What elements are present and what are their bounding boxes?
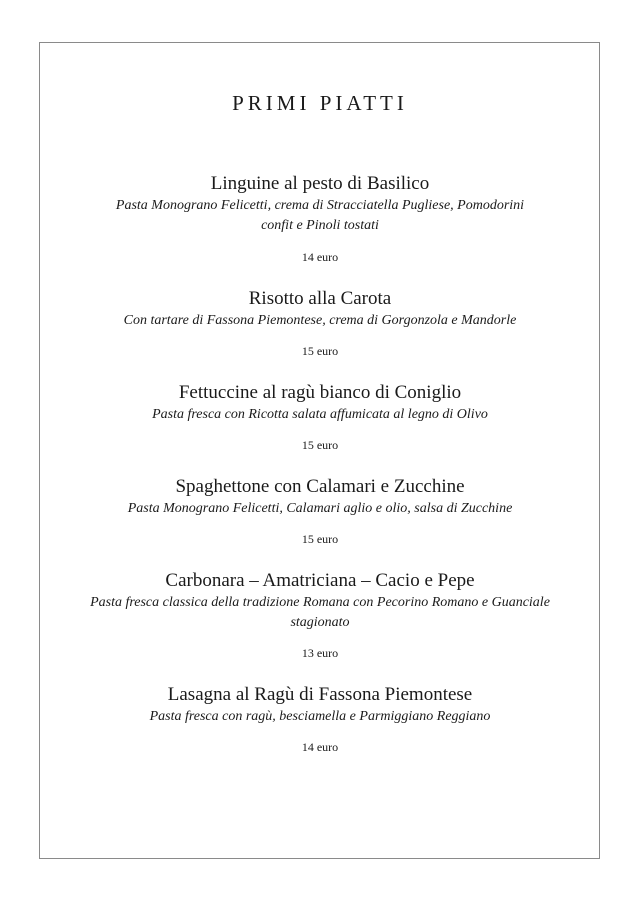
dish-description: Pasta Monograno Felicetti, crema di Stracciatella Pugliese, Pomodorini confit e Pinoli tostati [115,198,525,233]
dish-price: 14 euro [301,250,339,264]
dish-description: Pasta fresca classica della tradizione Romana con Pecorino Romano e Guanciale stagionato [90,595,550,630]
dish-description: Pasta fresca con Ricotta salata affumicata al legno di Olivo [152,407,488,422]
dish-description: Pasta Monograno Felicetti, Calamari aglio e olio, salsa di Zucchine [127,501,513,516]
menu-item [40,475,600,519]
dish-name: Linguine al pesto di Basilico [210,173,430,194]
dish-price: 15 euro [301,344,339,358]
menu-title: PRIMI PIATTI [232,91,408,115]
dish-name: Carbonara – Amatriciana – Cacio e Pepe [165,570,475,591]
dish-price: 14 euro [301,740,339,754]
menu-item [40,381,600,425]
dish-price: 13 euro [301,646,339,660]
dish-price: 15 euro [301,532,339,546]
dish-name: Risotto alla Carota [248,288,392,309]
dish-name: Lasagna al Ragù di Fassona Piemontese [167,684,473,705]
menu-item [40,569,600,633]
dish-name: Spaghettone con Calamari e Zucchine [175,476,465,497]
menu-item [40,683,600,727]
menu-item [40,287,600,331]
menu-item [40,172,600,236]
dish-description: Pasta fresca con ragù, besciamella e Parmiggiano Reggiano [149,709,491,724]
dish-description: Con tartare di Fassona Piemontese, crema di Gorgonzola e Mandorle [123,313,517,328]
dish-name: Fettuccine al ragù bianco di Coniglio [178,382,462,403]
dish-price: 15 euro [301,438,339,452]
